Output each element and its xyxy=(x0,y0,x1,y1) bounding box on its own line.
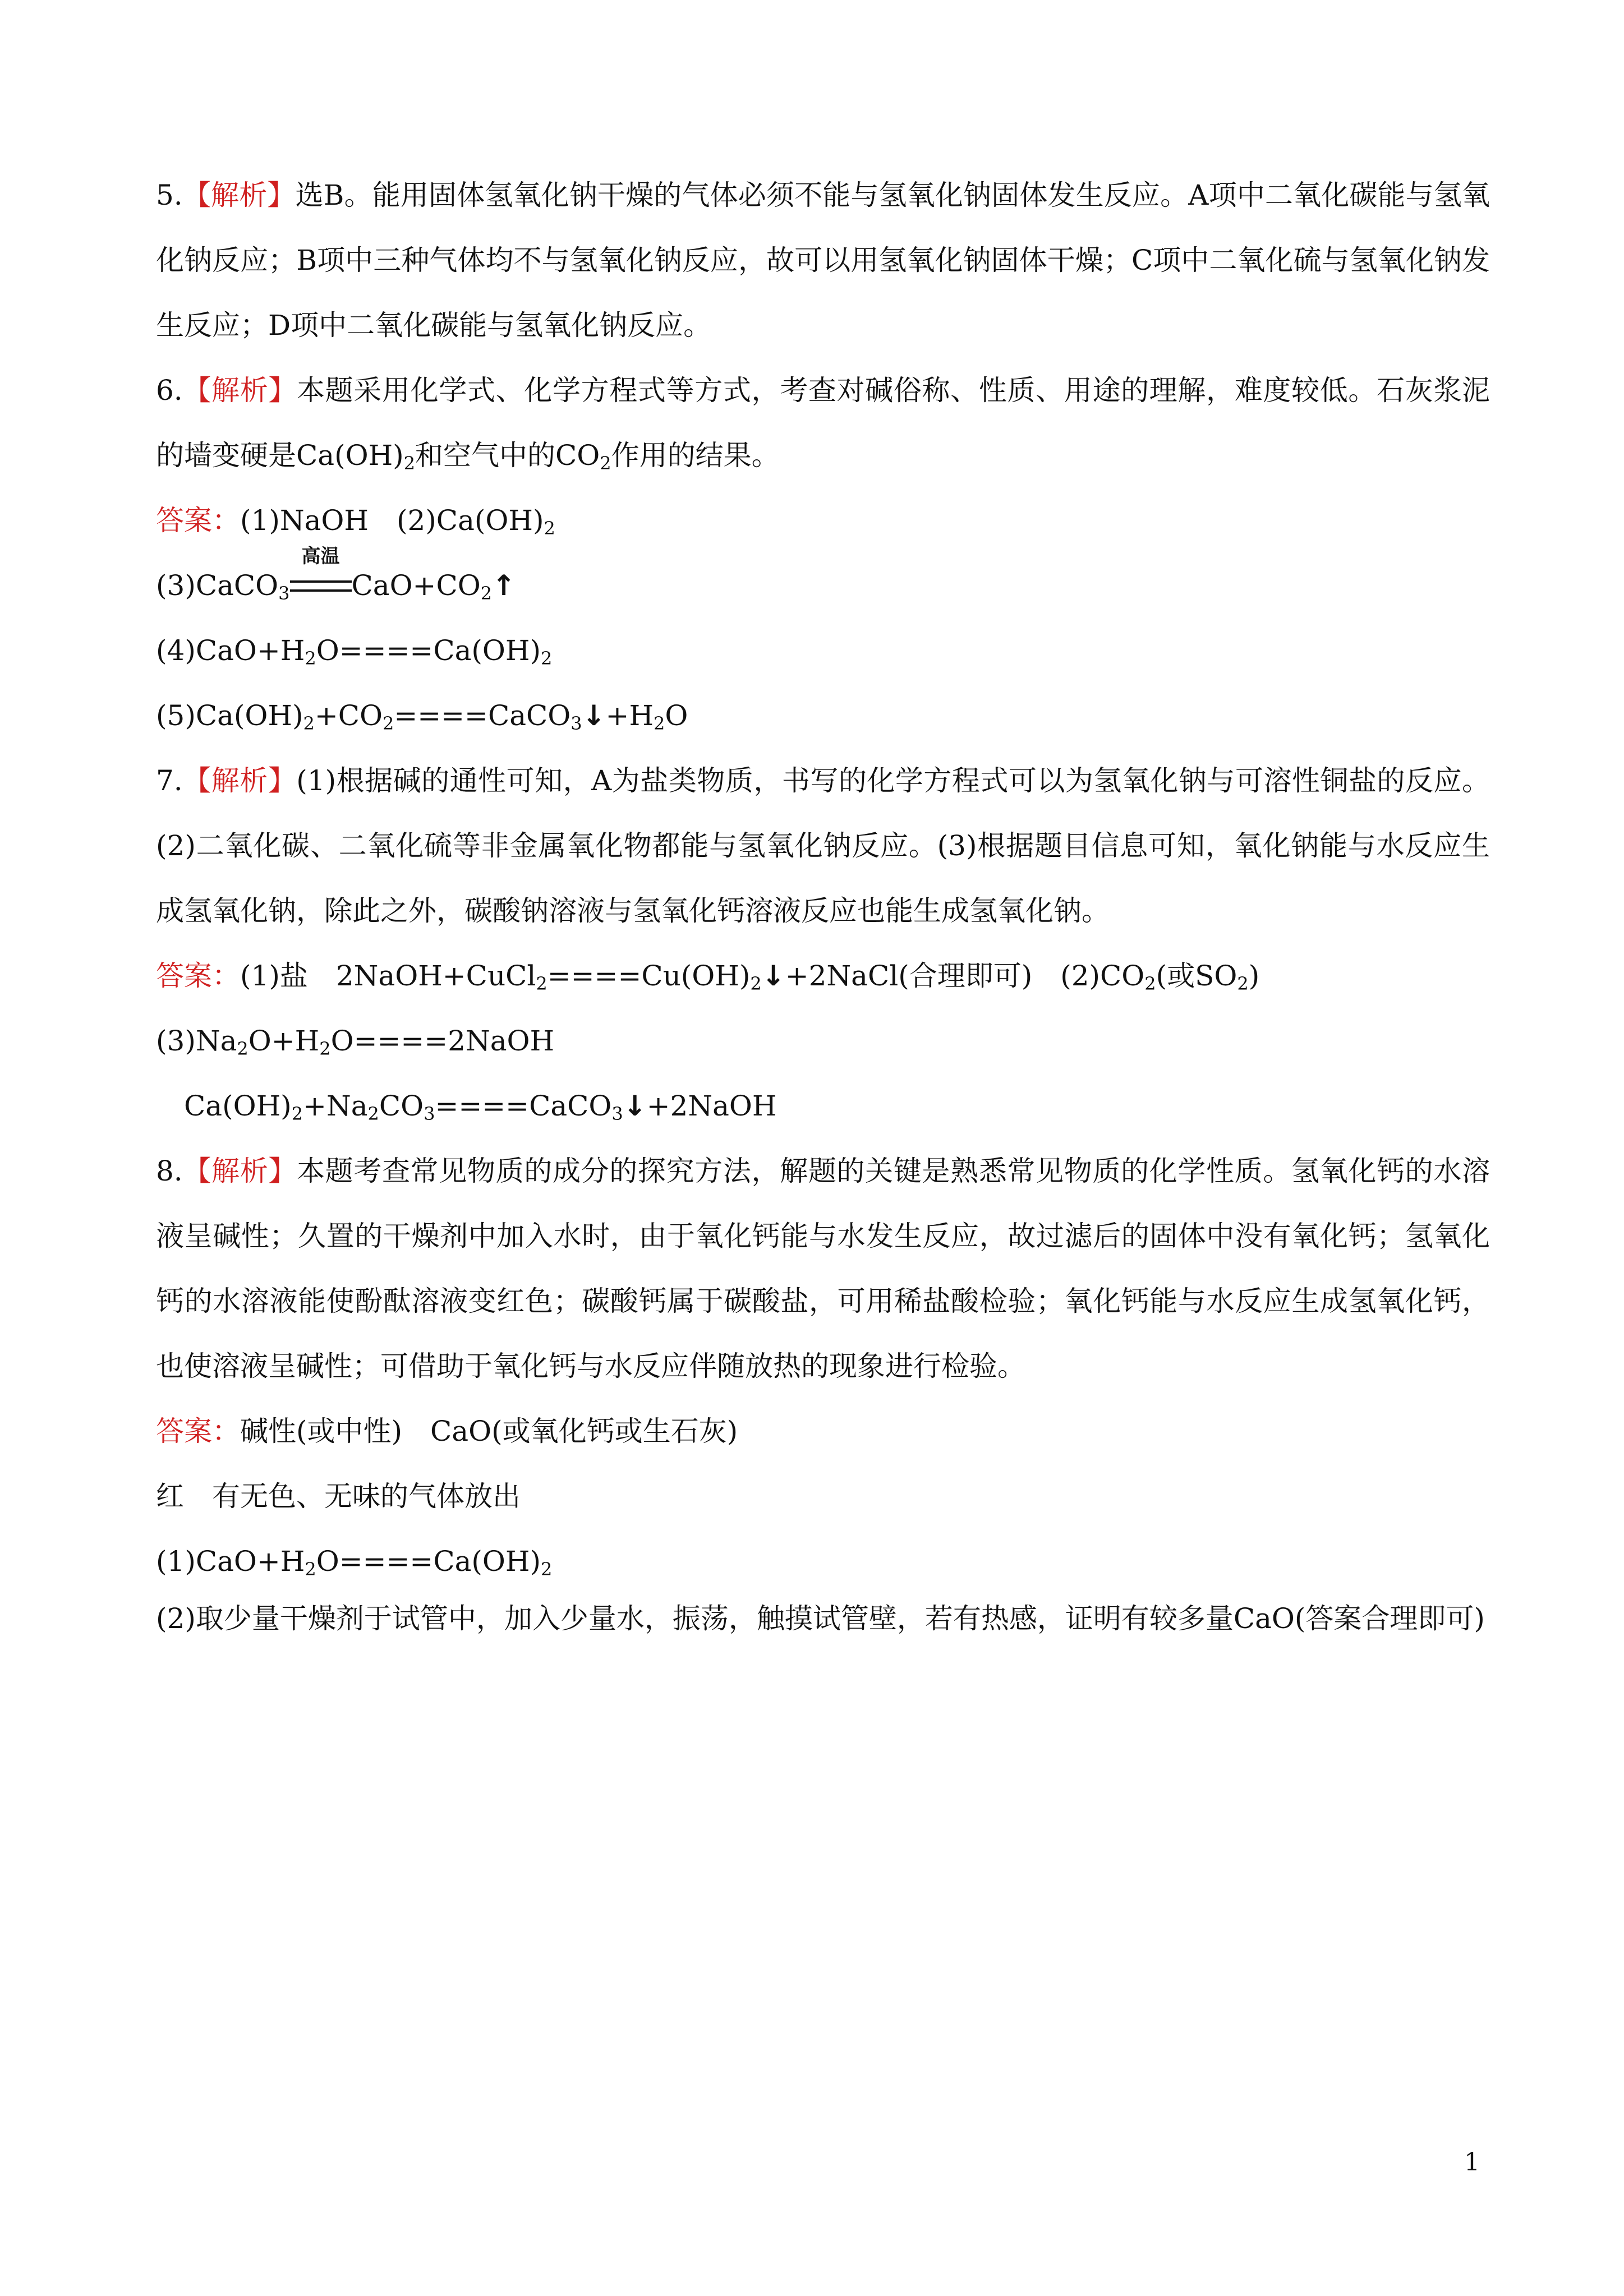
equation-text: +Na xyxy=(303,1090,368,1122)
analysis-tag: 【解析】 xyxy=(182,374,297,407)
answer-text: ====Cu(OH) xyxy=(547,960,751,992)
subscript: 3 xyxy=(571,713,582,734)
equation-text: +CO xyxy=(314,699,383,732)
subscript: 2 xyxy=(600,453,611,474)
equation-text: O+H xyxy=(248,1025,320,1057)
equation-text: O====2NaOH xyxy=(330,1025,555,1057)
subscript: 2 xyxy=(541,1559,553,1580)
reaction-condition xyxy=(290,545,352,595)
question-6-analysis xyxy=(156,358,1490,488)
equation-text: (3)Na xyxy=(156,1025,237,1057)
subscript: 2 xyxy=(305,648,316,669)
analysis-text: 本题采用化学式、化学方程式等方式，考查对碱俗称、性质、用途的理解，难度较低。石灰浆泥的墙变硬是Ca(OH) xyxy=(156,374,1490,472)
analysis-text: 选B。能用固体氢氧化钠干燥的气体必须不能与氢氧化钠固体发生反应。A项中二氧化碳能与氢氧化钠反应；B项中三种气体均不与氢氧化钠反应，故可以用氢氧化钠固体干燥；C项中二氧化硫与氢氧化钠发生反应；D项中二氧化碳能与氢氧化钠反应。 xyxy=(156,179,1490,342)
analysis-tag: 【解析】 xyxy=(182,764,297,797)
precipitate-arrow-icon: ↓ xyxy=(761,960,785,992)
question-number: 5. xyxy=(156,179,183,211)
subscript: 2 xyxy=(383,713,394,734)
answer-label: 答案： xyxy=(156,504,240,537)
answer-text: (1)盐 2NaOH+CuCl xyxy=(240,960,536,992)
equation-text: +2NaOH xyxy=(646,1090,777,1122)
answer-label: 答案： xyxy=(156,1415,240,1447)
question-number: 7. xyxy=(156,764,183,797)
question-5-analysis xyxy=(156,163,1490,358)
question-7-equation-3 xyxy=(156,1008,1490,1073)
question-8-analysis xyxy=(156,1138,1490,1399)
equation-text: (3)CaCO xyxy=(156,569,279,602)
subscript: 2 xyxy=(319,1038,331,1059)
equation-text: CO xyxy=(379,1090,424,1122)
question-7-analysis xyxy=(156,748,1490,943)
subscript: 3 xyxy=(424,1103,435,1124)
document-body xyxy=(156,163,1490,1643)
answer-text: 红 有无色、无味的气体放出 xyxy=(156,1480,521,1513)
analysis-tag: 【解析】 xyxy=(182,179,296,211)
answer-text: (1)NaOH xyxy=(240,504,369,537)
page-number: 1 xyxy=(1464,2148,1480,2177)
question-number: 6. xyxy=(156,374,183,407)
subscript: 3 xyxy=(278,583,290,604)
subscript: 2 xyxy=(1144,973,1156,994)
subscript: 2 xyxy=(1237,973,1249,994)
equation-text: O====Ca(OH) xyxy=(316,634,541,667)
equation-text: (5)Ca(OH) xyxy=(156,699,303,732)
question-6-equation-3 xyxy=(156,545,1490,618)
gas-arrow-icon: ↑ xyxy=(492,569,516,602)
equation-text: (4)CaO+H xyxy=(156,634,305,667)
equation-text: ====CaCO xyxy=(435,1090,612,1122)
equation-text: CaO+CO xyxy=(351,569,481,602)
subscript: 3 xyxy=(611,1103,623,1124)
question-6-answer xyxy=(156,488,1490,553)
precipitate-arrow-icon: ↓ xyxy=(582,699,606,732)
answer-text: +2NaCl(合理即可) (2)CO xyxy=(785,960,1145,992)
subscript: 2 xyxy=(654,713,665,734)
equation-text: ====CaCO xyxy=(394,699,571,732)
equation-text: (1)CaO+H xyxy=(156,1545,305,1578)
question-7-equation-3b xyxy=(156,1073,1490,1138)
subscript: 2 xyxy=(541,648,553,669)
question-8-answer-3 xyxy=(156,1594,1490,1643)
answer-text: ) xyxy=(1248,960,1260,992)
equation-text: O====Ca(OH) xyxy=(316,1545,541,1578)
answer-text: (2)Ca(OH) xyxy=(396,504,544,537)
equation-text: +H xyxy=(605,699,654,732)
answer-label: 答案： xyxy=(156,960,240,992)
subscript: 2 xyxy=(303,713,315,734)
question-6-equation-4 xyxy=(156,618,1490,683)
subscript: 2 xyxy=(480,583,493,604)
subscript: 2 xyxy=(291,1103,303,1124)
equation-text: Ca(OH) xyxy=(184,1090,292,1122)
analysis-tag: 【解析】 xyxy=(182,1155,297,1187)
question-7-answer xyxy=(156,943,1490,1008)
answer-text: (或SO xyxy=(1156,960,1237,992)
question-8-answer xyxy=(156,1399,1490,1464)
subscript: 2 xyxy=(367,1103,379,1124)
subscript: 2 xyxy=(305,1559,316,1580)
equation-text: O xyxy=(665,699,688,732)
double-line-sign xyxy=(290,580,352,592)
subscript: 2 xyxy=(237,1038,249,1059)
analysis-text: 本题考查常见物质的成分的探究方法，解题的关键是熟悉常见物质的化学性质。氢氧化钙的水溶液呈碱性；久置的干燥剂中加入水时，由于氧化钙能与水发生反应，故过滤后的固体中没有氧化钙；氢氧化钙的水溶液能使酚酞溶液变红色；碳酸钙属于碳酸盐，可用稀盐酸检验；氧化钙能与水反应生成氢氧化钙，也使溶液呈碱性；可借助于氧化钙与水反应伴随放热的现象进行检验。 xyxy=(156,1155,1490,1382)
subscript: 2 xyxy=(750,973,762,994)
precipitate-arrow-icon: ↓ xyxy=(623,1090,647,1122)
question-6-equation-5 xyxy=(156,683,1490,748)
condition-label: 高温 xyxy=(301,545,340,568)
answer-text: 碱性(或中性) CaO(或氧化钙或生石灰) xyxy=(240,1415,738,1447)
subscript: 2 xyxy=(536,973,548,994)
question-8-answer-2 xyxy=(156,1464,1490,1529)
analysis-text: 作用的结果。 xyxy=(611,439,780,472)
subscript: 2 xyxy=(403,453,416,474)
answer-text: (2)取少量干燥剂于试管中，加入少量水，振荡，触摸试管壁，若有热感，证明有较多量CaO(答案合理即可) xyxy=(156,1602,1485,1635)
question-number: 8. xyxy=(156,1155,183,1187)
analysis-text: (1)根据碱的通性可知，A为盐类物质，书写的化学方程式可以为氢氧化钠与可溶性铜盐的反应。(2)二氧化碳、二氧化硫等非金属氧化物都能与氢氧化钠反应。(3)根据题目信息可知，氧化钠能与水反应生成氢氧化钠，除此之外，碳酸钠溶液与氢氧化钙溶液反应也能生成氢氧化钠。 xyxy=(156,764,1490,927)
subscript: 2 xyxy=(544,518,555,539)
analysis-text: 和空气中的CO xyxy=(415,439,600,472)
question-8-equation-1 xyxy=(156,1529,1490,1594)
